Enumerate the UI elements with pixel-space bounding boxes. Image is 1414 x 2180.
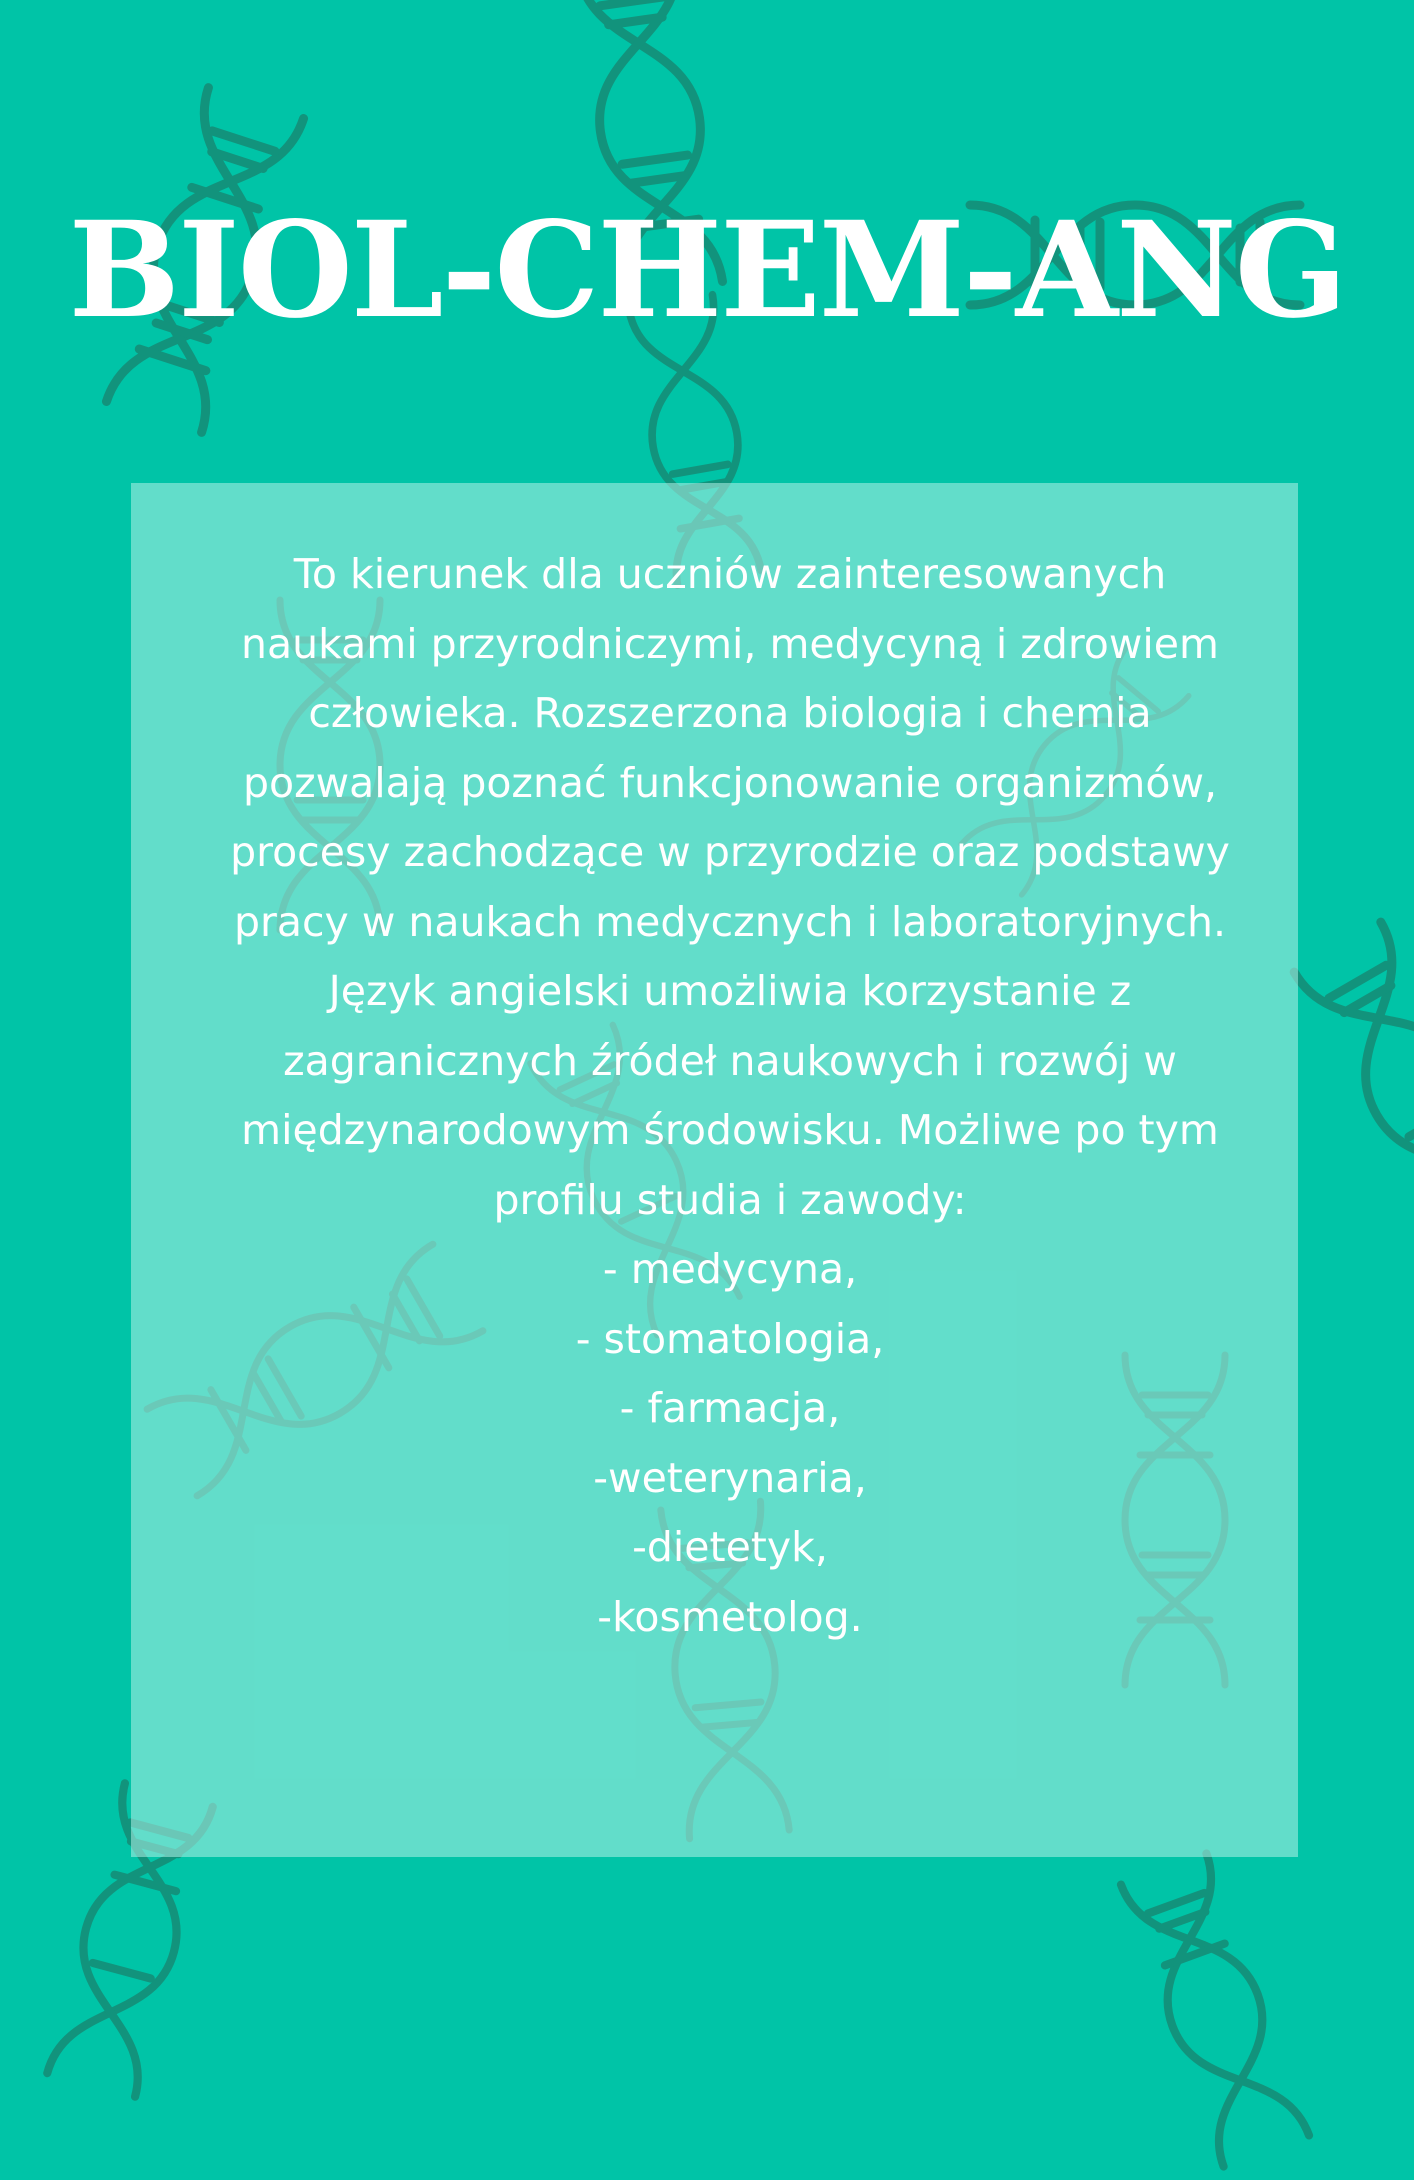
list-item: - farmacja, xyxy=(619,1384,841,1432)
list-item: -dietetyk, xyxy=(632,1523,828,1571)
dna-helix-icon xyxy=(1093,1843,1337,2176)
careers-list xyxy=(200,1235,1260,1652)
list-item: - medycyna, xyxy=(602,1245,858,1293)
panel-text xyxy=(200,540,1260,1652)
description-paragraph: To kierunek dla uczniów zainteresowanych naukami przyrodniczymi, medycyną i zdrowiem człowieka. Rozszerzona biologia i chemia pozwalają poznać funkcjonowanie organizmów, procesy zachodzące w przyrodzie oraz podstawy pracy w naukach medycznych i laboratoryjnych. Język angielski umożliwia korzystanie z zagranicznych źródeł naukowych i rozwój w międzynarodowym środowisku. Możliwe po tym profilu studia i zawody: xyxy=(230,550,1230,1224)
page-title: BIOL-CHEM-ANG xyxy=(68,193,1346,348)
list-item: -kosmetolog. xyxy=(597,1592,863,1641)
list-item: - stomatologia, xyxy=(575,1314,885,1363)
list-item: -weterynaria, xyxy=(593,1453,867,1502)
